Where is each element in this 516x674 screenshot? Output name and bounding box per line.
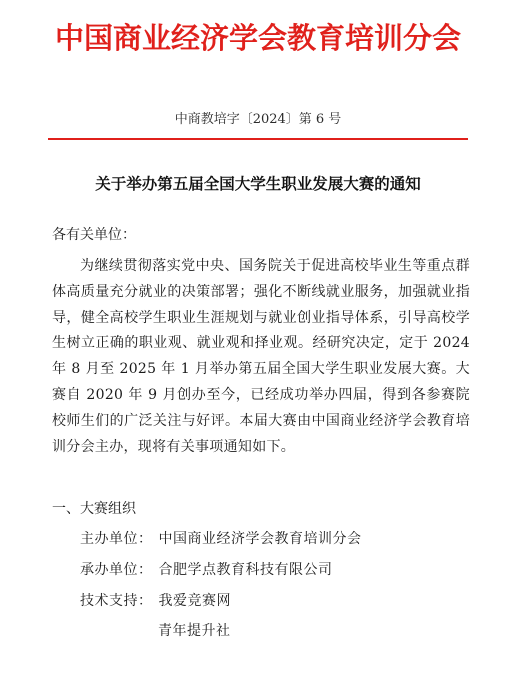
host-label: 承办单位： bbox=[80, 562, 153, 578]
tech-support-row bbox=[80, 590, 231, 610]
host-row bbox=[80, 559, 333, 579]
organization-header: 中国商业经济学会教育培训分会 bbox=[54, 21, 461, 55]
organizer-value: 中国商业经济学会教育培训分会 bbox=[158, 531, 362, 547]
red-divider bbox=[48, 138, 468, 140]
organizer-row bbox=[80, 528, 362, 548]
body-paragraph: 为继续贯彻落实党中央、国务院关于促进高校毕业生等重点群体高质量充分就业的决策部署；强化不断线就业服务，加强就业指导，健全高校学生职业生涯规划与就业创业指导体系，引导高校学生树立正确的职业观、就业观和择业观。经研究决定，定于 2024 年 8 月至 2025 年 1 月举办第五届全国大学生职业发展大赛。大赛自 2020 年 9 月创办至今，已经成功举办四届，得到各参赛院校师生们的广泛关注与好评。本届大赛由中国商业经济学会教育培训分会主办，现将有关事项通知如下。 bbox=[52, 258, 470, 455]
salutation: 各有关单位： bbox=[52, 227, 136, 243]
organizer-label: 主办单位： bbox=[80, 531, 153, 547]
tech-support-value: 我爱竞赛网 bbox=[158, 593, 231, 609]
document-number: 中商教培字〔2024〕第 6 号 bbox=[174, 112, 342, 127]
host-value: 合肥学点教育科技有限公司 bbox=[158, 562, 333, 578]
tech-support-extra: 青年提升社 bbox=[158, 623, 231, 639]
section-heading: 一、大赛组织 bbox=[52, 501, 136, 517]
document-title: 关于举办第五届全国大学生职业发展大赛的通知 bbox=[95, 175, 421, 193]
tech-support-label: 技术支持： bbox=[80, 593, 153, 609]
